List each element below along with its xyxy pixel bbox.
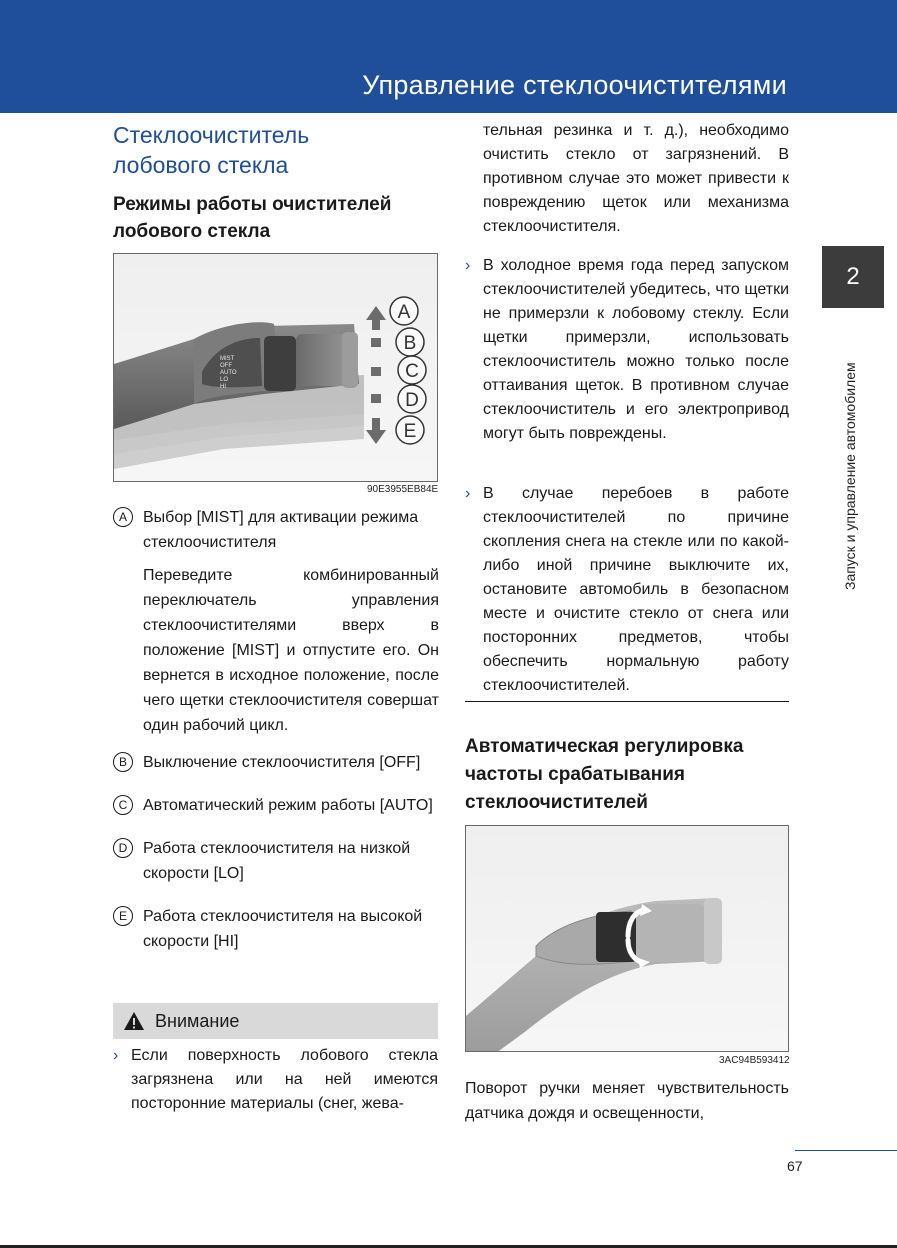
chapter-side-text: Запуск и управление автомобилем xyxy=(842,362,858,590)
list-item-title: Выбор [MIST] для активации режима стеклоочистителя xyxy=(143,509,419,551)
body-paragraph: Поворот ручки меняет чувствительность датчика дождя и освещенности, xyxy=(465,1080,789,1122)
list-item xyxy=(113,904,439,954)
caution-bullet-text-part2: тельная резинка и т. д.), необходимо очистить стекло от загрязнений. В противном случае это может привести к повреждению щеток или механизма стеклоочистителя. xyxy=(483,122,789,235)
wiper-stalk-figure xyxy=(113,253,438,482)
caution-bullet xyxy=(113,1044,438,1116)
list-item-description: Переведите комбинированный переключатель управления стеклоочистителями вверх в положение [MIST] и отпустите его. Он вернется в исходное положение, после чего щетки стеклоочистителя совершат один рабочий цикл. xyxy=(143,567,439,734)
list-item-title: Выключение стеклоочистителя [OFF] xyxy=(143,754,421,771)
caution-header xyxy=(113,1003,438,1039)
subsection-title-line: лобового стекла xyxy=(113,221,271,242)
page-number: 67 xyxy=(787,1158,803,1174)
header-title: Управление стеклоочистителями xyxy=(362,70,787,100)
stalk-mark-hi: HI xyxy=(220,384,226,390)
caution-bullet-text: В случае перебоев в работе стеклоочистителей по причине скопления снега на стекле или по какой-либо иной причине выключите их, остановите автомобиль в безопасном месте и очистите стекло от снега или посторонних предметов, чтобы обеспечить нормальную работу стеклоочистителей. xyxy=(483,485,789,694)
list-marker-c: C xyxy=(113,795,133,815)
list-marker-a: A xyxy=(113,507,133,527)
list-item xyxy=(113,836,439,886)
list-item xyxy=(113,505,439,555)
bullet-chevron-icon: › xyxy=(465,485,471,502)
direction-indicators xyxy=(366,306,386,444)
stalk-mark-off: OFF xyxy=(220,363,232,369)
figure-label-d: D xyxy=(405,390,419,411)
list-item-title: Работа стеклоочистителя на высокой скорости [HI] xyxy=(143,908,423,950)
list-item-title: Автоматический режим работы [AUTO] xyxy=(143,797,433,814)
subsection-title-line: Режимы работы очистителей xyxy=(113,194,392,215)
stalk-mark-lo: LO xyxy=(220,377,229,383)
list-item-title: Работа стеклоочистителя на низкой скорости [LO] xyxy=(143,840,411,882)
caution-bullet xyxy=(465,254,789,446)
rotary-knob-illustration xyxy=(466,826,789,1052)
list-marker-e: E xyxy=(113,906,133,926)
subsection-title xyxy=(113,191,443,245)
subsection-title-auto: Автоматическая регулировка частоты срабатывания стеклоочистителей xyxy=(465,736,744,813)
figure-label-c: C xyxy=(405,361,419,382)
page-header xyxy=(0,0,897,113)
caution-bullet-text-part1: Если поверхность лобового стекла загрязнена или на ней имеются посторонние материалы (снег, жева- xyxy=(131,1047,438,1112)
stalk-mark-auto: AUTO xyxy=(220,370,237,376)
rotary-knob-figure xyxy=(465,825,789,1052)
section-title-line: Стеклоочиститель xyxy=(113,122,310,148)
list-marker-d: D xyxy=(113,838,133,858)
section-divider xyxy=(465,701,789,702)
warning-icon xyxy=(123,1011,145,1031)
stalk-mark-mist: MIST xyxy=(220,356,235,362)
mode-list xyxy=(113,505,439,962)
section-title-line: лобового стекла xyxy=(113,152,289,178)
footer-line xyxy=(795,1150,897,1151)
list-item xyxy=(113,750,439,775)
figure-label-b: B xyxy=(403,333,417,354)
caution-bullet xyxy=(465,482,789,698)
section-title xyxy=(113,120,443,180)
list-item xyxy=(113,793,439,818)
figure-label-e: E xyxy=(403,421,417,442)
figure-code: 3AC94B593412 xyxy=(719,1055,790,1066)
caution-title: Внимание xyxy=(155,1010,240,1031)
bullet-chevron-icon: › xyxy=(465,257,471,274)
figure-code: 90E3955EB84E xyxy=(367,484,439,495)
caution-bullet-continuation xyxy=(483,119,789,239)
caution-bullet-text: В холодное время года перед запуском стеклоочистителей убедитесь, что щетки не примерзли к лобовому стеклу. Если щетки примерзли, использовать стеклоочиститель можно только после оттаивания щеток. В противном случае стеклоочиститель и его электропривод могут быть повреждены. xyxy=(483,257,789,442)
chapter-side-label xyxy=(838,320,862,590)
list-marker-b: B xyxy=(113,752,133,772)
figure-label-a: A xyxy=(397,302,411,323)
wiper-stalk-illustration xyxy=(114,254,438,482)
chapter-number-tab: 2 xyxy=(822,246,884,308)
bullet-chevron-icon: › xyxy=(113,1047,119,1064)
